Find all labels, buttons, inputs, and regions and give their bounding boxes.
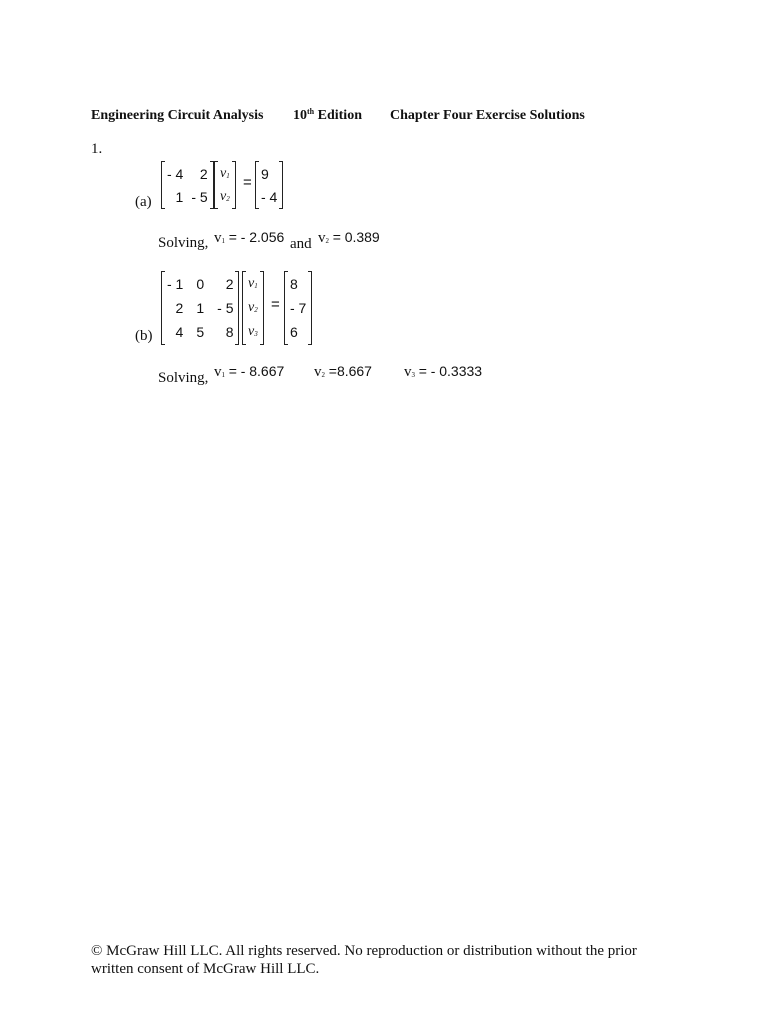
part-a-result-v1: $v_1$ = - 2.056 (214, 229, 285, 246)
edition-word: Edition (317, 108, 362, 123)
part-b-rhs-vector (284, 271, 312, 345)
matrix-cell: - 5 (191, 188, 208, 205)
matrix-cell: - 4 (167, 165, 184, 182)
part-b-result-v2: $v_2 =8.667$ (314, 363, 372, 380)
variable-cell: $v_3$ (248, 324, 258, 339)
matrix-cell: 5 (196, 324, 205, 340)
copyright-footer: © McGraw Hill LLC. All rights reserved. No reproduction or distribution without the prior written consent of McGraw Hill LLC. (91, 943, 637, 977)
part-a-rhs-vector (255, 161, 283, 209)
chapter-title: Chapter Four Exercise Solutions (390, 108, 585, 123)
rhs-cell: - 4 (261, 188, 278, 205)
part-a-equals: = (243, 174, 252, 191)
part-b-label: (b) (135, 328, 153, 344)
rhs-cell: - 7 (290, 300, 307, 316)
part-b-coefficient-matrix (161, 271, 239, 345)
edition-number: 10 (293, 108, 307, 123)
part-b-result-v3: $v_3$ = - 0.3333 (404, 363, 483, 380)
matrix-cell: 2 (225, 276, 234, 292)
part-a-variable-vector (214, 161, 236, 209)
edition-suffix: th (307, 107, 315, 116)
rhs-cell: 8 (290, 276, 298, 292)
part-b-variable-vector (242, 271, 264, 345)
variable-cell: $v_2$ (248, 300, 258, 315)
part-b-equals: = (271, 296, 280, 313)
matrix-cell: 8 (225, 324, 234, 340)
matrix-cell: 2 (199, 165, 208, 182)
book-title: Engineering Circuit Analysis (91, 108, 264, 123)
part-b-result-v1: $v_1$ = - 8.667 (214, 363, 285, 380)
part-a-result-v2: $v_2 = 0.389$ (318, 229, 380, 246)
matrix-cell: 1 (196, 300, 205, 316)
matrix-cell: - 1 (167, 276, 184, 292)
edition (293, 108, 362, 124)
matrix-cell: 1 (175, 188, 184, 205)
part-a-coefficient-matrix (161, 161, 214, 209)
part-a-solving-label: Solving, (158, 235, 209, 251)
rhs-cell: 9 (261, 165, 269, 182)
variable-cell: $v_2$ (220, 188, 230, 204)
rhs-cell: 6 (290, 324, 298, 340)
matrix-cell: 0 (196, 276, 205, 292)
variable-cell: $v_1$ (220, 165, 230, 181)
matrix-cell: - 5 (217, 300, 234, 316)
part-a-label: (a) (135, 194, 152, 210)
part-b-solving-label: Solving, (158, 370, 209, 386)
matrix-cell: 4 (175, 324, 184, 340)
matrix-cell: 2 (175, 300, 184, 316)
part-a-and: and (290, 236, 312, 252)
problem-number: 1. (91, 141, 103, 157)
variable-cell: $v_1$ (248, 276, 258, 291)
page-header (91, 107, 585, 124)
